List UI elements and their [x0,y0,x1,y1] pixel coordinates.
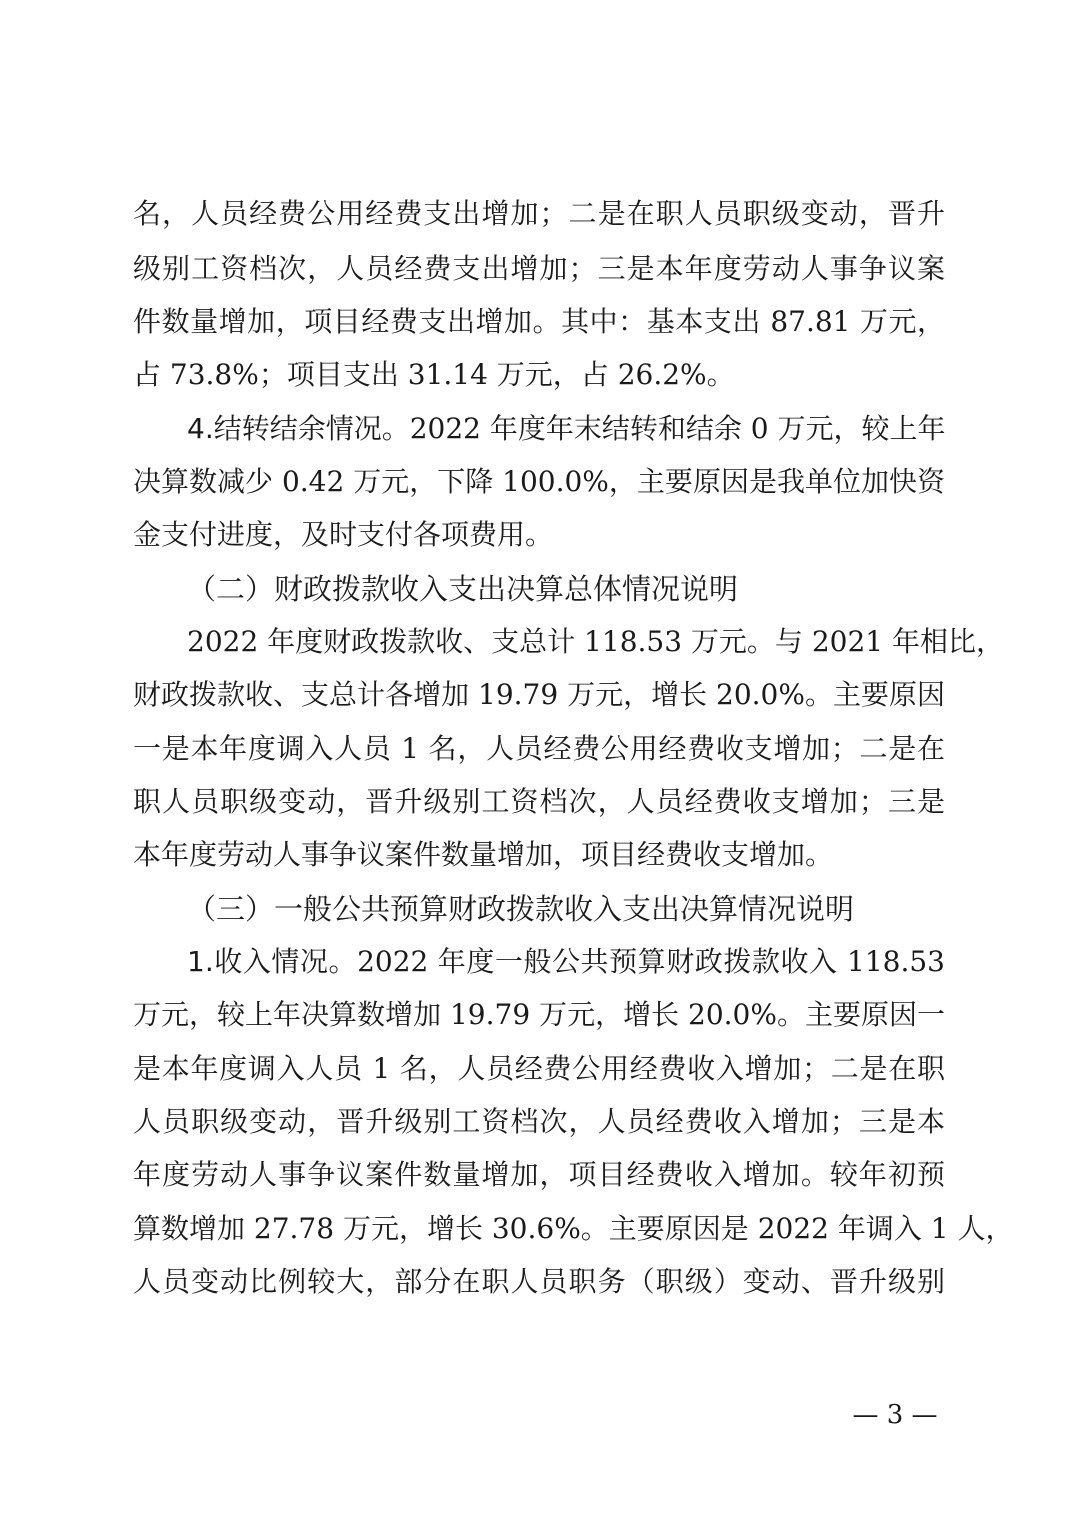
carryover-lead: 4.结转结余情况。 [187,412,410,445]
body-text-line: 件数量增加，项目经费支出增加。其中：基本支出 87.81 万元， [133,305,945,338]
body-text-line: 决算数减少 0.42 万元，下降 100.0%，主要原因是我单位加快资 [133,465,945,498]
body-text-line: 财政拨款收、支总计各增加 19.79 万元，增长 20.0%。主要原因 [133,678,945,711]
section-heading-2: （二）财政拨款收入支出决算总体情况说明 [187,572,739,606]
body-text-line: 人员变动比例较大，部分在职人员职务（职级）变动、晋升级别 [133,1265,945,1298]
body-text-line: 本年度劳动人事争议案件数量增加，项目经费收支增加。 [133,838,834,871]
income-lead: 1.收入情况。 [187,945,358,978]
carryover-first-line [187,405,945,453]
body-text-line: 金支付进度，及时支付各项费用。 [133,518,554,551]
body-text-line: 万元，较上年决算数增加 19.79 万元，增长 20.0%。主要原因一 [133,998,945,1031]
body-text-line: 2022 年度一般公共预算财政拨款收入 118.53 [357,945,945,978]
body-text-line: 一是本年度调入人员 1 名，人员经费公用经费收支增加；二是在 [133,732,945,765]
body-text-line: 名，人员经费公用经费支出增加；二是在职人员职级变动，晋升 [133,197,945,230]
body-text-line: 职人员职级变动，晋升级别工资档次，人员经费收支增加；三是 [133,785,945,818]
body-text-line: 是本年度调入人员 1 名，人员经费公用经费收入增加；二是在职 [133,1052,945,1085]
body-text-line: 算数增加 27.78 万元，增长 30.6%。主要原因是 2022 年调入 1 人， [133,1212,1014,1245]
page-number: — 3 — [852,1400,938,1430]
body-text-line: 级别工资档次，人员经费支出增加；三是本年度劳动人事争议案 [133,252,945,285]
body-text-line: 人员职级变动，晋升级别工资档次，人员经费收入增加；三是本 [133,1105,945,1138]
income-first-line [187,938,945,986]
body-text-line: 2022 年度财政拨款收、支总计 118.53 万元。与 2021 年相比， [187,625,1004,658]
body-text-line: 占 73.8%；项目支出 31.14 万元，占 26.2%。 [133,358,735,391]
section-heading-3: （三）一般公共预算财政拨款收入支出决算情况说明 [187,892,855,926]
body-text-line: 年度劳动人事争议案件数量增加，项目经费收入增加。较年初预 [133,1158,945,1191]
body-text-line: 2022 年度年末结转和结余 0 万元，较上年 [409,412,946,445]
